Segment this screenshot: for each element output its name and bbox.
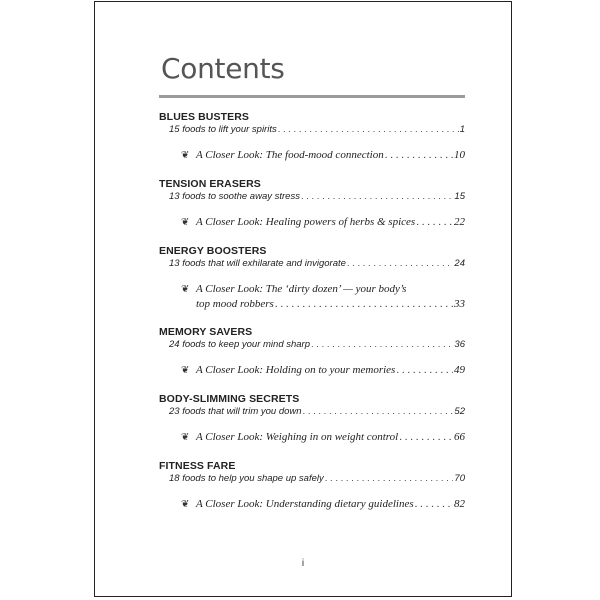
leaf-ornament-icon: ❦ [181, 365, 190, 376]
title-rule [159, 95, 465, 98]
leader-dots [311, 339, 453, 351]
leader-dots [399, 430, 453, 444]
toc-section-fitness-fare [159, 459, 465, 512]
section-heading: MEMORY SAVERS [159, 326, 253, 338]
entry-text: A Closer Look: Understanding dietary guidelines [196, 498, 414, 510]
entry-text: 13 foods to soothe away stress [169, 191, 300, 202]
entry-page: 33 [454, 298, 465, 310]
table-of-contents [159, 110, 465, 526]
entry-page: 70 [454, 473, 465, 484]
section-heading: FITNESS FARE [159, 460, 236, 472]
leader-dots [347, 258, 454, 270]
entry-page: 10 [454, 149, 465, 161]
entry-page: 36 [454, 339, 465, 350]
closer-look-entry [159, 215, 465, 230]
entry-text: A Closer Look: Healing powers of herbs & spices [196, 216, 416, 228]
section-heading: TENSION ERASERS [159, 178, 261, 190]
entry-page: 15 [454, 191, 465, 202]
closer-look-entry [159, 282, 465, 311]
leader-dots [303, 406, 454, 418]
leader-dots [278, 124, 459, 136]
leaf-ornament-icon: ❦ [181, 150, 190, 161]
leaf-ornament-icon: ❦ [181, 217, 190, 228]
closer-second-line [181, 297, 465, 311]
entry-text: top mood robbers [196, 298, 274, 310]
toc-entry [159, 473, 465, 485]
leaf-ornament-icon: ❦ [181, 432, 190, 443]
toc-entry [159, 406, 465, 418]
leaf-ornament-icon: ❦ [181, 284, 190, 295]
entry-text: 23 foods that will trim you down [169, 406, 302, 417]
entry-text: 15 foods to lift your spirits [169, 124, 277, 135]
entry-text: 18 foods to help you shape up safely [169, 473, 324, 484]
toc-entry [159, 191, 465, 203]
entry-page: 66 [454, 431, 465, 443]
entry-text: A Closer Look: Holding on to your memories [196, 364, 396, 376]
leader-dots [301, 191, 453, 203]
closer-look-entry [159, 148, 465, 163]
entry-text: 13 foods that will exhilarate and invigorate [169, 258, 346, 269]
leader-dots [275, 297, 453, 311]
closer-look-entry [159, 430, 465, 445]
entry-page: 82 [454, 498, 465, 510]
toc-entry [159, 339, 465, 351]
entry-text: 24 foods to keep your mind sharp [169, 339, 311, 350]
section-heading: ENERGY BOOSTERS [159, 245, 267, 257]
closer-first-line [181, 282, 465, 297]
leader-dots [415, 497, 453, 511]
toc-entry [159, 124, 465, 136]
toc-section-memory-savers [159, 325, 465, 378]
entry-page: 22 [454, 216, 465, 228]
entry-page: 49 [454, 364, 465, 376]
leader-dots [385, 148, 453, 162]
section-heading: BLUES BUSTERS [159, 111, 249, 123]
section-heading: BODY-SLIMMING SECRETS [159, 393, 300, 405]
leader-dots [325, 473, 454, 485]
toc-entry [159, 258, 465, 270]
page-title: Contents [161, 52, 285, 85]
entry-text: A Closer Look: The food-mood connection [196, 149, 384, 161]
closer-look-entry [159, 363, 465, 378]
leaf-ornament-icon: ❦ [181, 499, 190, 510]
entry-page: 52 [454, 406, 465, 417]
toc-section-blues-busters [159, 110, 465, 163]
entry-page: 1 [459, 124, 465, 135]
leader-dots [396, 363, 453, 377]
toc-section-energy-boosters [159, 244, 465, 311]
toc-section-body-slimming-secrets [159, 392, 465, 445]
leader-dots [416, 215, 453, 229]
closer-look-entry [159, 497, 465, 512]
entry-text: A Closer Look: The ‘dirty dozen’ — your body’s [196, 283, 407, 295]
toc-section-tension-erasers [159, 177, 465, 230]
book-page [94, 1, 512, 597]
page-number: i [301, 558, 305, 569]
entry-text: A Closer Look: Weighing in on weight control [196, 431, 399, 443]
entry-page: 24 [454, 258, 465, 269]
